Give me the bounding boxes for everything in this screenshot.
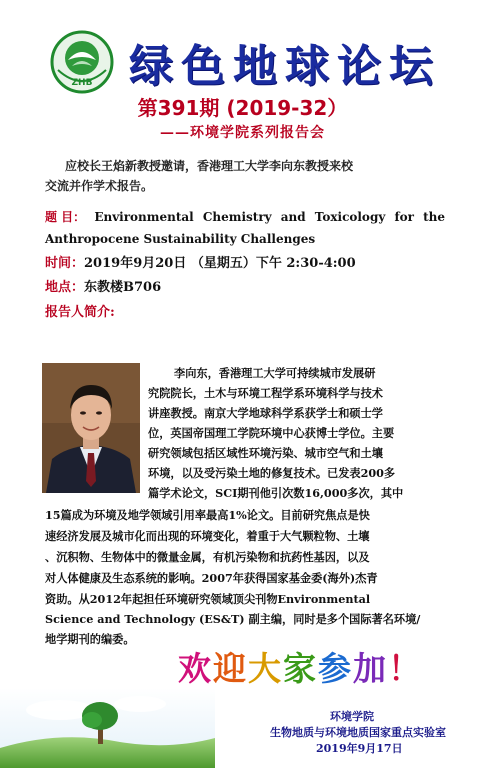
page-title: 绿色地球论坛 (129, 41, 441, 92)
topic-label: 题 目： (45, 210, 86, 224)
intro-line-2: 交流并作学术报告。 (45, 179, 154, 193)
welcome-char: ！ (388, 649, 423, 688)
welcome-char: 迎 (213, 649, 248, 688)
intro-line-1: 应校长王焰新教授邀请，香港理工大学李向东教授来校 (65, 159, 354, 173)
time-value: 2019年9月20日 （星期五）下午 2:30-4:00 (84, 256, 356, 271)
welcome-char: 家 (283, 649, 318, 688)
speaker-photo (42, 363, 140, 493)
topic-word: the (423, 210, 445, 224)
footer-date: 2019年9月17日 (316, 742, 403, 755)
place-label: 地点： (45, 280, 85, 295)
welcome-char: 参 (318, 649, 353, 688)
topic-word: for (394, 210, 414, 224)
welcome-banner (178, 643, 423, 690)
time-label: 时间： (45, 256, 85, 271)
welcome-char: 加 (353, 649, 388, 688)
bio-line: 速经济发展及城市化而出现的环境变化，着重于大气颗粒物、土壤 (45, 529, 370, 543)
topic-line-2: Anthropocene Sustainability Challenges (45, 232, 316, 246)
bio-line: 、沉积物、生物体中的微量金属，有机污染物和抗药性基因，以及 (45, 550, 370, 564)
footer-lab: 生物地质与环境地质国家重点实验室 (270, 726, 446, 739)
topic-word: and (280, 210, 306, 224)
bio-line: 对人体健康及生态系统的影响。2007年获得国家基金委(海外)杰青 (45, 571, 378, 585)
time-row (45, 256, 356, 272)
bio-line: 研究领域包括区域性环境污染、城市空气和土壤 (148, 446, 383, 460)
bio-line: 位，英国帝国理工学院环境中心获博士学位。主要 (148, 426, 395, 440)
topic-line-1 (45, 209, 445, 225)
welcome-char: 欢 (178, 649, 213, 688)
bio-line: 李向东，香港理工大学可持续城市发展研 (174, 366, 376, 380)
bio-line: 讲座教授。南京大学地球科学系获学士和硕士学 (148, 406, 383, 420)
place-value: 东教楼B706 (84, 280, 162, 295)
bio-line: Science and Technology (ES&T) 副主编，同时是多个国际著名环境/ (45, 612, 421, 626)
issue-number: 第391期 (2019-32） (137, 96, 348, 120)
bio-line: 究院院长，土木与环境工程学系环境科学与技术 (148, 386, 383, 400)
bio-line: 地学期刊的编委。 (45, 632, 135, 646)
zhb-logo (50, 30, 114, 94)
landscape-illustration (0, 688, 215, 768)
bio-line: 篇学术论文，SCI期刊他引次数16,000多次，其中 (148, 486, 404, 500)
series-subtitle: ——环境学院系列报告会 (160, 125, 325, 141)
topic-word: Chemistry (202, 210, 272, 224)
bio-line: 15篇成为环境及地学领域引用率最高1%论文。目前研究焦点是快 (45, 508, 370, 522)
topic-word: Environmental (94, 210, 194, 224)
footer-school: 环境学院 (330, 710, 374, 723)
welcome-char: 大 (248, 649, 283, 688)
bio-label: 报告人简介: (45, 305, 115, 320)
bio-line: 环境，以及受污染土地的修复技术。已发表200多 (148, 466, 396, 480)
place-row (45, 280, 161, 296)
topic-word: Toxicology (314, 210, 386, 224)
bio-line: 资助。从2012年起担任环境研究领域顶尖刊物Environmental (45, 592, 371, 606)
logo-text: ZHB (71, 78, 93, 88)
